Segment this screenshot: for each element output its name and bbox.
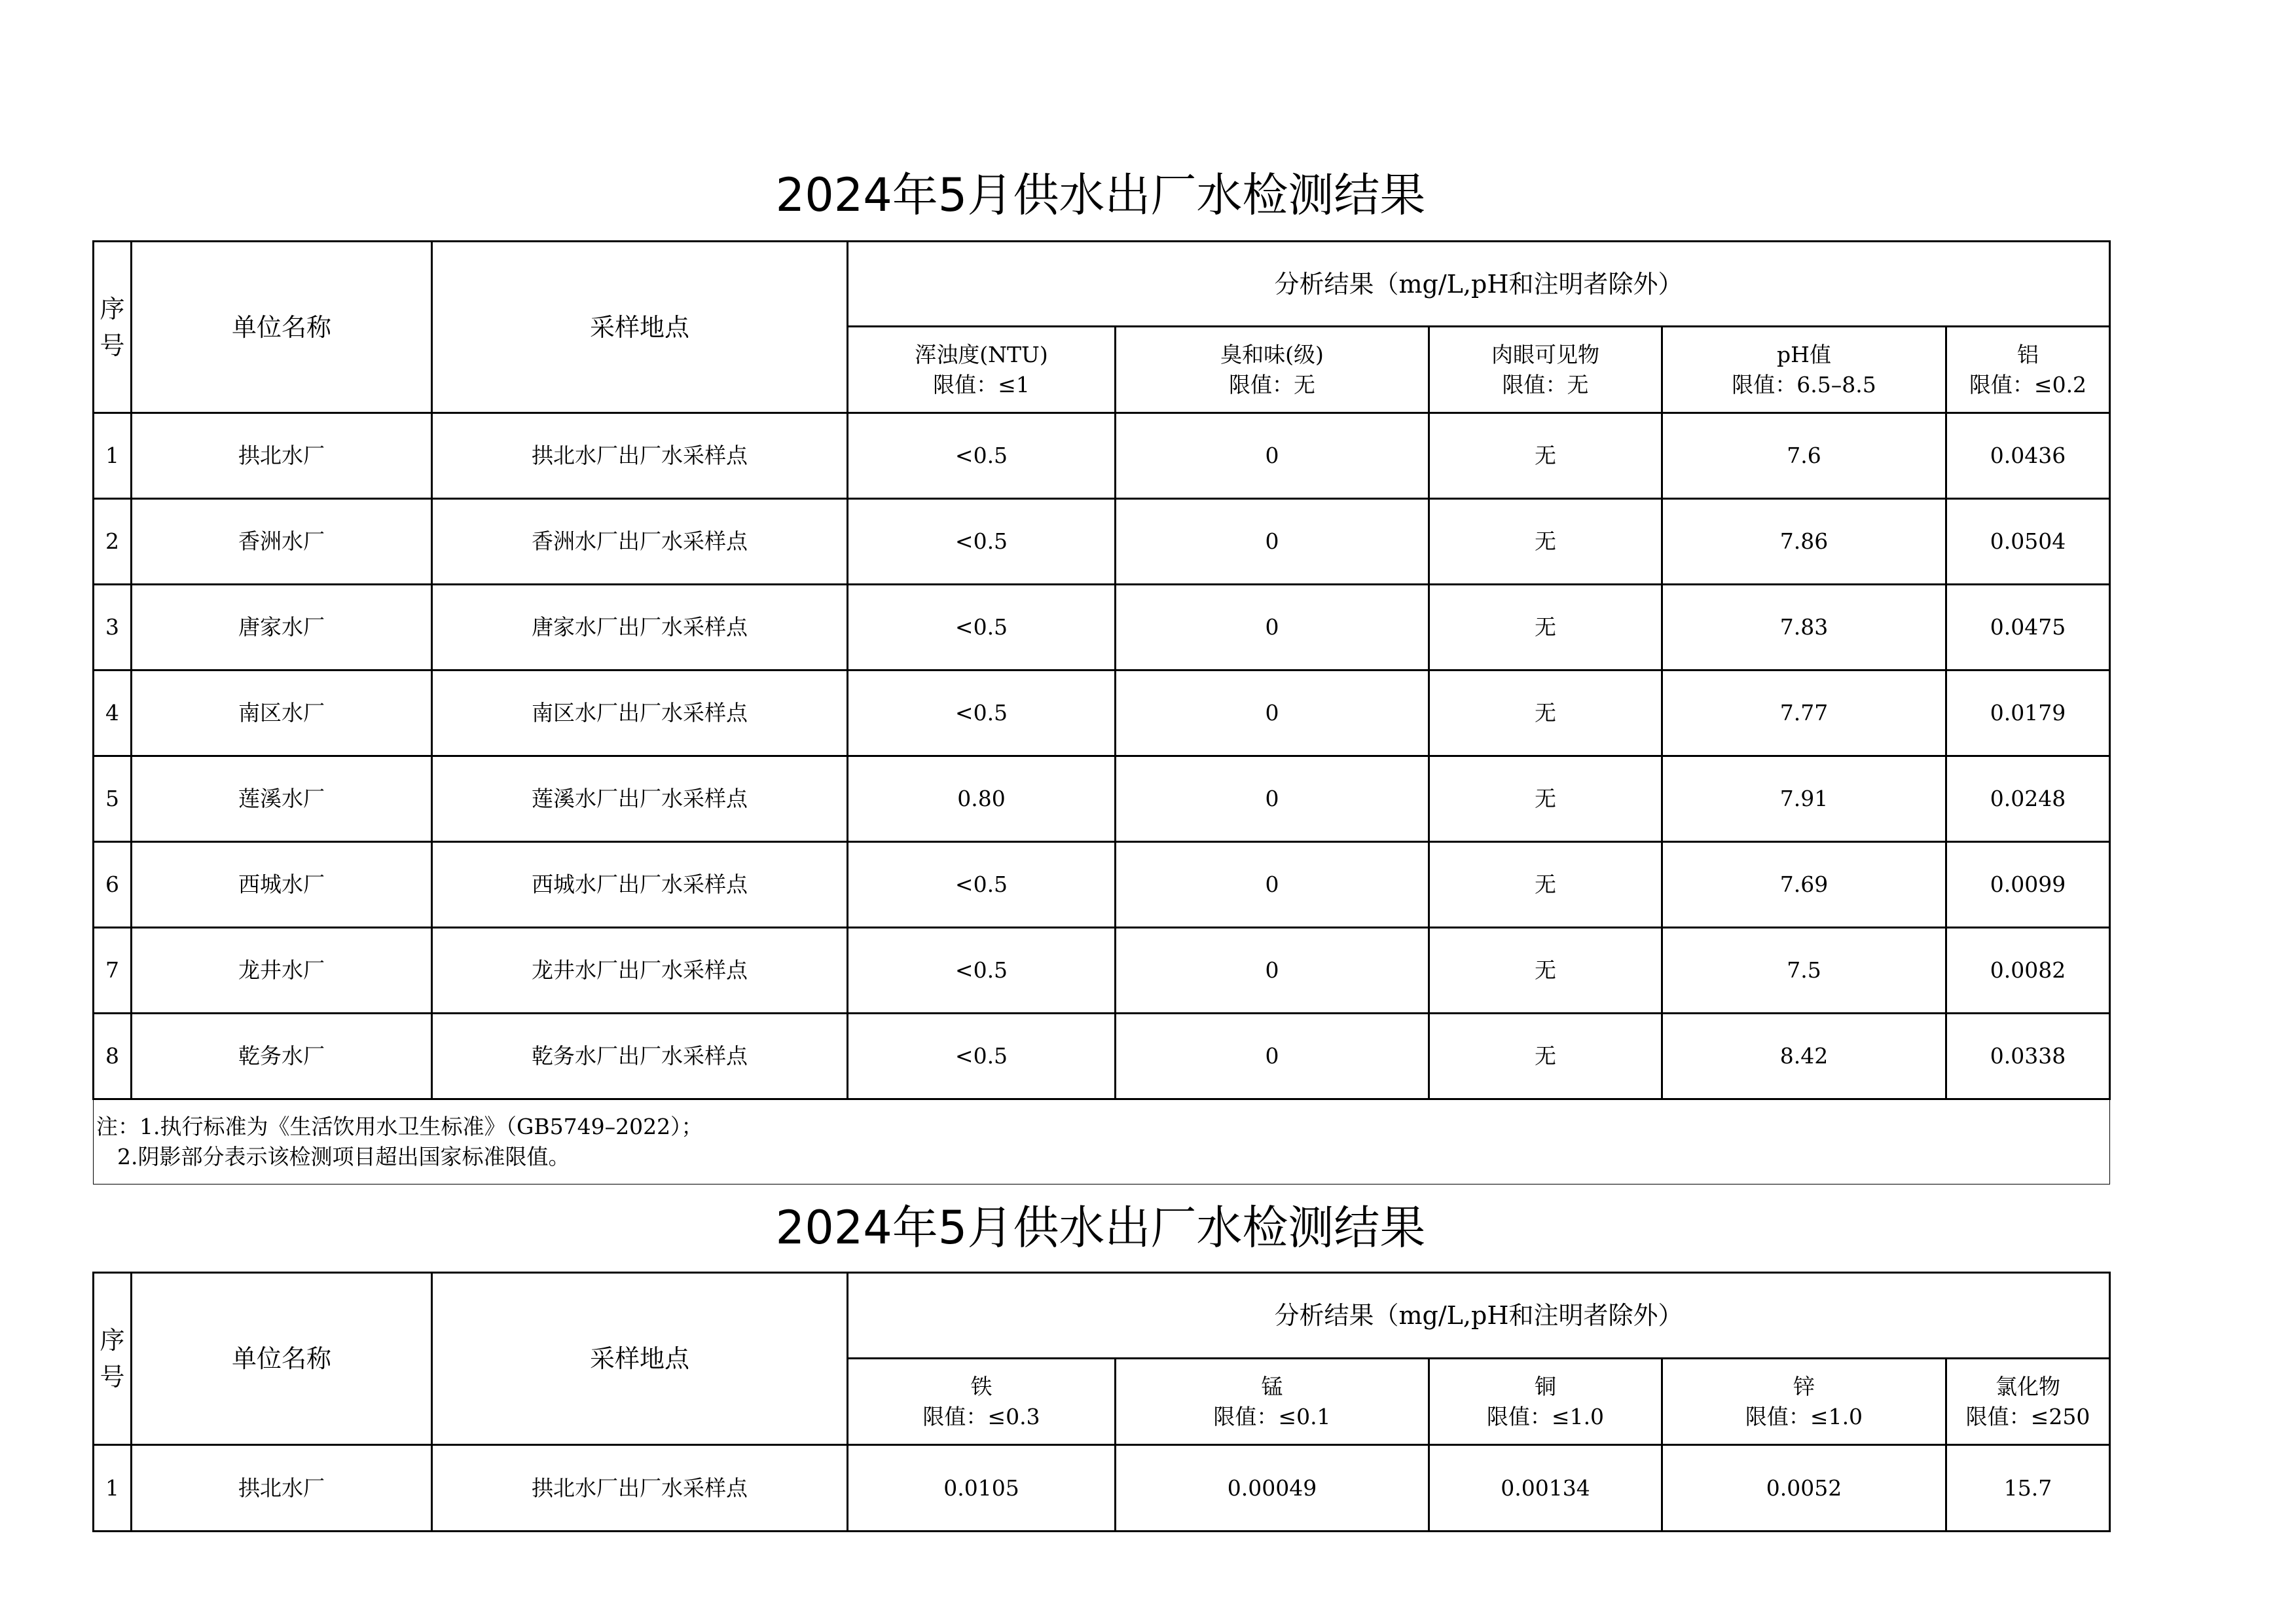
row-seq: 7 [94, 928, 132, 1014]
results-table-1 [92, 240, 2111, 1184]
row-value: 0 [1116, 585, 1429, 670]
row-unit: 南区水厂 [132, 670, 432, 756]
row-seq: 5 [94, 756, 132, 842]
row-unit: 拱北水厂 [132, 1445, 432, 1532]
row-seq: 6 [94, 842, 132, 928]
row-value: 0.0338 [1946, 1014, 2110, 1099]
row-value: 8.42 [1662, 1014, 1946, 1099]
column-limit: 限值：无 [1502, 371, 1589, 397]
row-value: 0.0475 [1946, 585, 2110, 670]
header-analysis-group: 分析结果（mg/L,pH和注明者除外） [848, 242, 2110, 327]
header-unit-name: 单位名称 [132, 242, 432, 413]
row-value: 无 [1429, 413, 1662, 499]
header-seq [94, 242, 132, 413]
row-point: 拱北水厂出厂水采样点 [432, 413, 848, 499]
row-value: <0.5 [848, 413, 1116, 499]
row-value: 0 [1116, 756, 1429, 842]
column-name: 浑浊度(NTU) [915, 341, 1048, 367]
header-iron [848, 1359, 1116, 1445]
header-seq-char: 序 [100, 294, 125, 323]
row-value: 无 [1429, 1014, 1662, 1099]
row-value: 0 [1116, 1014, 1429, 1099]
notes [94, 1099, 2110, 1184]
row-value: <0.5 [848, 842, 1116, 928]
row-unit: 西城水厂 [132, 842, 432, 928]
row-value: 0 [1116, 842, 1429, 928]
row-value: <0.5 [848, 928, 1116, 1014]
row-value: 7.5 [1662, 928, 1946, 1014]
row-value: 7.6 [1662, 413, 1946, 499]
table-row [94, 1014, 2110, 1099]
header-aluminum [1946, 327, 2110, 413]
row-value: 0.00134 [1429, 1445, 1662, 1532]
column-name: 氯化物 [1995, 1373, 2060, 1399]
table-row [94, 1445, 2110, 1532]
header-zinc [1662, 1359, 1946, 1445]
row-value: 无 [1429, 928, 1662, 1014]
table-row [94, 585, 2110, 670]
table-row [94, 756, 2110, 842]
header-unit-name: 单位名称 [132, 1273, 432, 1445]
table-row [94, 499, 2110, 585]
row-point: 龙井水厂出厂水采样点 [432, 928, 848, 1014]
header-analysis-group: 分析结果（mg/L,pH和注明者除外） [848, 1273, 2110, 1359]
note-line-2: 2.阴影部分表示该检测项目超出国家标准限值。 [117, 1144, 570, 1169]
column-limit: 限值：6.5–8.5 [1732, 371, 1876, 397]
header-ph [1662, 327, 1946, 413]
results-table-2 [92, 1272, 2111, 1532]
row-value: 无 [1429, 585, 1662, 670]
row-unit: 龙井水厂 [132, 928, 432, 1014]
row-seq: 1 [94, 1445, 132, 1532]
row-value: 0.0082 [1946, 928, 2110, 1014]
header-seq-char: 号 [100, 1363, 125, 1391]
column-limit: 限值：≤1 [933, 371, 1030, 397]
column-name: 肉眼可见物 [1491, 341, 1599, 367]
row-value: 无 [1429, 499, 1662, 585]
column-limit: 限值：≤0.2 [1969, 371, 2087, 397]
row-value: 0.0436 [1946, 413, 2110, 499]
row-value: 7.86 [1662, 499, 1946, 585]
header-seq [94, 1273, 132, 1445]
row-value: 7.83 [1662, 585, 1946, 670]
column-name: 铁 [970, 1373, 993, 1399]
row-value: <0.5 [848, 585, 1116, 670]
report-title-2: 2024年5月供水出厂水检测结果 [775, 1201, 1426, 1255]
row-value: 15.7 [1946, 1445, 2110, 1532]
header-chloride [1946, 1359, 2110, 1445]
note-line-1: 注：1.执行标准为《生活饮用水卫生标准》（GB5749–2022）； [96, 1114, 703, 1139]
row-value: 7.77 [1662, 670, 1946, 756]
row-unit: 拱北水厂 [132, 413, 432, 499]
row-seq: 1 [94, 413, 132, 499]
column-name: 臭和味(级) [1220, 341, 1324, 367]
header-copper [1429, 1359, 1662, 1445]
row-value: 无 [1429, 842, 1662, 928]
row-point: 唐家水厂出厂水采样点 [432, 585, 848, 670]
column-name: 锰 [1261, 1373, 1283, 1399]
column-limit: 限值：无 [1229, 371, 1315, 397]
row-unit: 香洲水厂 [132, 499, 432, 585]
row-value: 7.69 [1662, 842, 1946, 928]
row-value: <0.5 [848, 670, 1116, 756]
row-value: 0 [1116, 413, 1429, 499]
row-seq: 8 [94, 1014, 132, 1099]
table-row [94, 413, 2110, 499]
row-value: 0.0504 [1946, 499, 2110, 585]
header-sampling-point: 采样地点 [432, 242, 848, 413]
column-limit: 限值：≤250 [1965, 1403, 2090, 1429]
header-visible-matter [1429, 327, 1662, 413]
row-value: 0.0179 [1946, 670, 2110, 756]
row-point: 西城水厂出厂水采样点 [432, 842, 848, 928]
header-seq-char: 号 [100, 331, 125, 360]
row-value: 0.0248 [1946, 756, 2110, 842]
row-point: 拱北水厂出厂水采样点 [432, 1445, 848, 1532]
column-name: pH值 [1777, 341, 1831, 367]
row-value: 0 [1116, 928, 1429, 1014]
row-seq: 2 [94, 499, 132, 585]
row-value: 0 [1116, 670, 1429, 756]
header-odor [1116, 327, 1429, 413]
table-row [94, 842, 2110, 928]
row-unit: 莲溪水厂 [132, 756, 432, 842]
row-value: 0.0105 [848, 1445, 1116, 1532]
row-value: 7.91 [1662, 756, 1946, 842]
row-value: 0.80 [848, 756, 1116, 842]
row-value: <0.5 [848, 1014, 1116, 1099]
header-manganese [1116, 1359, 1429, 1445]
column-limit: 限值：≤0.3 [922, 1403, 1040, 1429]
row-seq: 4 [94, 670, 132, 756]
row-seq: 3 [94, 585, 132, 670]
header-row-group [94, 242, 2110, 327]
header-seq-char: 序 [100, 1326, 125, 1355]
notes-row [94, 1099, 2110, 1184]
header-row-group [94, 1273, 2110, 1359]
table-row [94, 670, 2110, 756]
row-point: 莲溪水厂出厂水采样点 [432, 756, 848, 842]
row-value: 0 [1116, 499, 1429, 585]
header-sampling-point: 采样地点 [432, 1273, 848, 1445]
row-unit: 乾务水厂 [132, 1014, 432, 1099]
column-name: 铝 [2017, 341, 2039, 367]
row-value: 0.0052 [1662, 1445, 1946, 1532]
row-point: 香洲水厂出厂水采样点 [432, 499, 848, 585]
row-point: 乾务水厂出厂水采样点 [432, 1014, 848, 1099]
row-value: <0.5 [848, 499, 1116, 585]
row-value: 无 [1429, 756, 1662, 842]
row-value: 无 [1429, 670, 1662, 756]
column-limit: 限值：≤1.0 [1745, 1403, 1863, 1429]
column-limit: 限值：≤0.1 [1213, 1403, 1331, 1429]
row-value: 0.00049 [1116, 1445, 1429, 1532]
report-title-1: 2024年5月供水出厂水检测结果 [775, 168, 1426, 222]
header-turbidity [848, 327, 1116, 413]
column-name: 铜 [1535, 1373, 1556, 1399]
column-name: 锌 [1793, 1373, 1815, 1399]
row-point: 南区水厂出厂水采样点 [432, 670, 848, 756]
row-value: 0.0099 [1946, 842, 2110, 928]
row-unit: 唐家水厂 [132, 585, 432, 670]
column-limit: 限值：≤1.0 [1486, 1403, 1605, 1429]
table-row [94, 928, 2110, 1014]
